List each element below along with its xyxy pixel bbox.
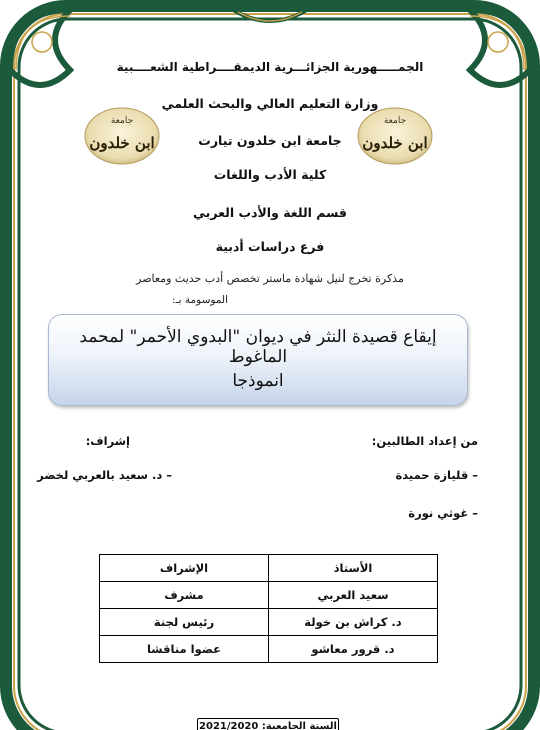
- seal-upper-text: جامعة: [383, 116, 407, 126]
- table-header-row: [100, 555, 438, 582]
- seal-main-text: ابن خلدون: [362, 134, 428, 152]
- supervision-label: إشراف:: [85, 434, 130, 448]
- student-name-1: – قليازة حميدة: [395, 468, 478, 482]
- jury-member-name: سعيد العربي: [269, 582, 438, 609]
- thesis-title-line2: انموذجا: [232, 371, 284, 391]
- thesis-title-box: [48, 314, 468, 406]
- branch-name: فرع دراسات أدبية: [215, 239, 325, 254]
- supervisor-name: – د. سعيد بالعربي لخضر: [37, 468, 172, 482]
- jury-member-name: د. كراش بن خولة: [269, 609, 438, 636]
- academic-year: السنة الجامعية: 2021/2020: [197, 718, 339, 730]
- table-row: [100, 636, 438, 663]
- table-row: [100, 582, 438, 609]
- seal-upper-text: جامعة: [110, 116, 134, 126]
- jury-table: [99, 554, 438, 663]
- jury-member-name: د. قرور معاشو: [269, 636, 438, 663]
- memo-line: مذكرة تخرج لنيل شهادة ماستر تخصص أدب حديث ومعاصر: [136, 272, 404, 285]
- student-name-2: – غوثي نورة: [408, 506, 478, 520]
- jury-member-role: رئيس لجنة: [100, 609, 269, 636]
- seal-main-text: ابن خلدون: [89, 134, 155, 152]
- republic-title: الجمـــــهورية الجزائـــرية الديمقــــراطية الشعــــبية: [116, 60, 424, 74]
- header-role: الإشراف: [100, 555, 269, 582]
- university-seal-logo: [83, 106, 161, 166]
- ministry-name: وزارة التعليم العالي والبحث العلمي: [161, 96, 379, 111]
- faculty-name: كلية الأدب واللغات: [213, 167, 327, 182]
- jury-member-role: عضوا مناقشا: [100, 636, 269, 663]
- header-professor: الأستاذ: [269, 555, 438, 582]
- table-row: [100, 609, 438, 636]
- university-name: جامعة ابن خلدون تيارت: [198, 133, 342, 148]
- university-seal-logo-right: [356, 106, 434, 166]
- presented-label: الموسومة بـ:: [172, 294, 228, 306]
- jury-member-role: مشرف: [100, 582, 269, 609]
- students-label: من إعداد الطالبين:: [371, 434, 478, 448]
- department-name: قسم اللغة والأدب العربي: [193, 205, 347, 220]
- thesis-title-line1: إيقاع قصيدة النثر في ديوان "البدوي الأحمر" لمحمد الماغوط: [79, 327, 437, 367]
